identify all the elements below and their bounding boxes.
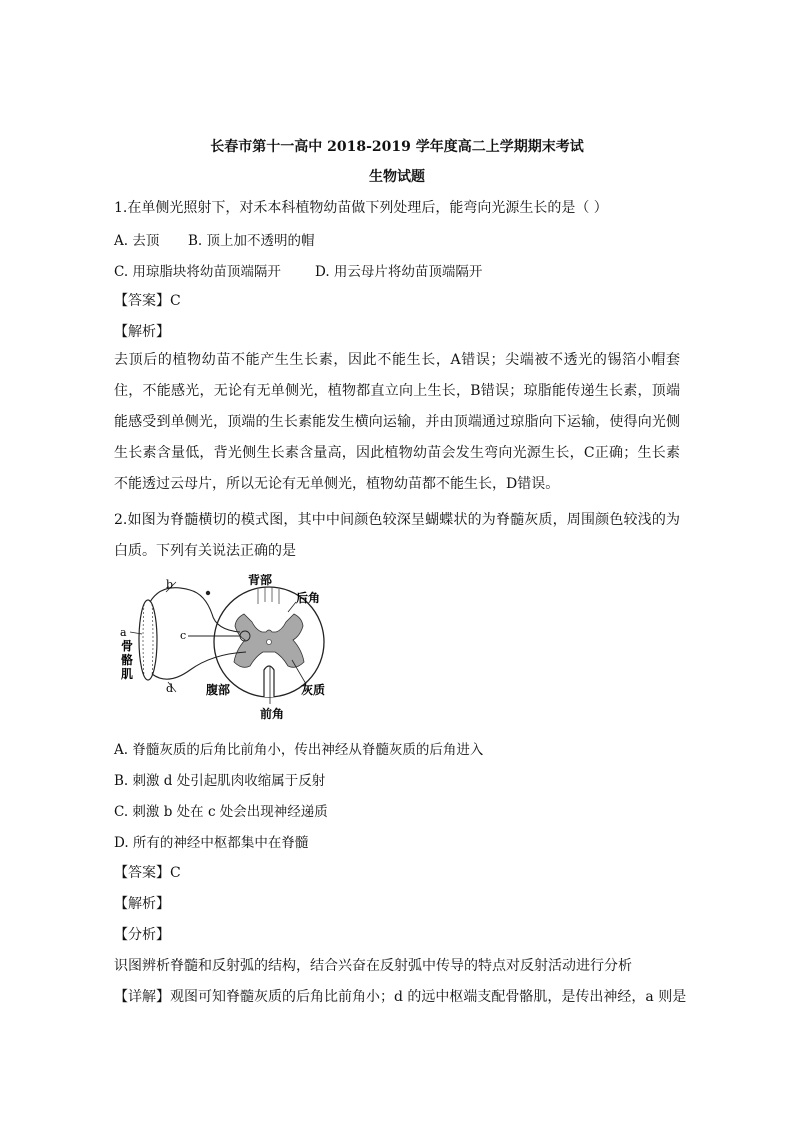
skeletal-muscle [139, 600, 157, 680]
label-dorsal: 背部 [248, 574, 273, 587]
question-2-detail: 【详解】观图可知脊髓灰质的后角比前角小；d 的远中枢端支配骨骼肌，是传出神经，a 则是 [114, 989, 687, 1005]
question-1-option-d: D. 用云母片将幼苗顶端隔开 [315, 264, 483, 280]
question-2-fenxi-label: 【分析】 [114, 927, 170, 943]
question-1-analysis-label: 【解析】 [114, 324, 170, 340]
question-2-fenxi: 识图辨析脊髓和反射弧的结构，结合兴奋在反射弧中传导的特点对反射活动进行分析 [114, 958, 632, 974]
question-1-stem: 1.在单侧光照射下，对禾本科植物幼苗做下列处理后，能弯向光源生长的是（ ） [114, 200, 608, 216]
spinal-cord-svg [120, 574, 336, 724]
label-gray-matter: 灰质 [301, 683, 326, 697]
label-muscle-3: 肌 [121, 667, 134, 681]
question-1-analysis: 去顶后的植物幼苗不能产生生长素，因此不能生长，A错误；尖端被不透光的锡箔小帽套住，不能感光，无论有无单侧光，植物都直立向上生长，B错误；琼脂能传递生长素，顶端能感受到单侧光，顶端的生长素能发生横向运输，并由顶端通过琼脂向下运输，使得向光侧生长素含量低，背光侧生长素含量高，因此植物幼苗会发生弯向光源生长，C正确；生长素不能透过云母片，所以无论有无单侧光，植物幼苗都不能生长，D错误。 [114, 352, 680, 492]
question-2-analysis-label: 【解析】 [114, 896, 170, 912]
question-2-option-d: D. 所有的神经中枢都集中在脊髓 [114, 835, 309, 851]
exam-subtitle: 生物试题 [369, 169, 425, 185]
ventral-fissure [264, 666, 274, 697]
question-1-answer: 【答案】C [114, 293, 181, 309]
label-c: c [180, 629, 187, 642]
question-2-answer: 【答案】C [114, 865, 181, 881]
label-d: d [166, 682, 174, 695]
ganglion [206, 591, 210, 595]
label-anterior-horn: 前角 [260, 707, 285, 721]
label-b: b [166, 578, 174, 591]
question-2-option-a: A. 脊髓灰质的后角比前角小，传出神经从脊髓灰质的后角进入 [114, 742, 484, 758]
label-a: a [120, 626, 127, 639]
label-ventral: 腹部 [206, 683, 231, 697]
question-2-stem: 2.如图为脊髓横切的模式图，其中中间颜色较深呈蝴蝶状的为脊髓灰质，周围颜色较浅的为白质。下列有关说法正确的是 [114, 512, 680, 559]
question-2-option-c: C. 刺激 b 处在 c 处会出现神经递质 [114, 804, 328, 820]
question-1-option-c: C. 用琼脂块将幼苗顶端隔开 [114, 264, 281, 280]
spinal-cord-diagram [120, 574, 336, 724]
question-1-option-b: B. 顶上加不透明的帽 [188, 233, 315, 249]
label-posterior-horn: 后角 [296, 591, 321, 605]
exam-title: 长春市第十一高中 2018-2019 学年度高二上学期期末考试 [210, 139, 584, 155]
label-muscle-1: 骨 [121, 639, 134, 653]
label-muscle-2: 骼 [121, 653, 134, 667]
question-1-option-a: A. 去顶 [114, 233, 160, 249]
question-2-option-b: B. 刺激 d 处引起肌肉收缩属于反射 [114, 773, 326, 789]
central-canal [267, 640, 272, 645]
